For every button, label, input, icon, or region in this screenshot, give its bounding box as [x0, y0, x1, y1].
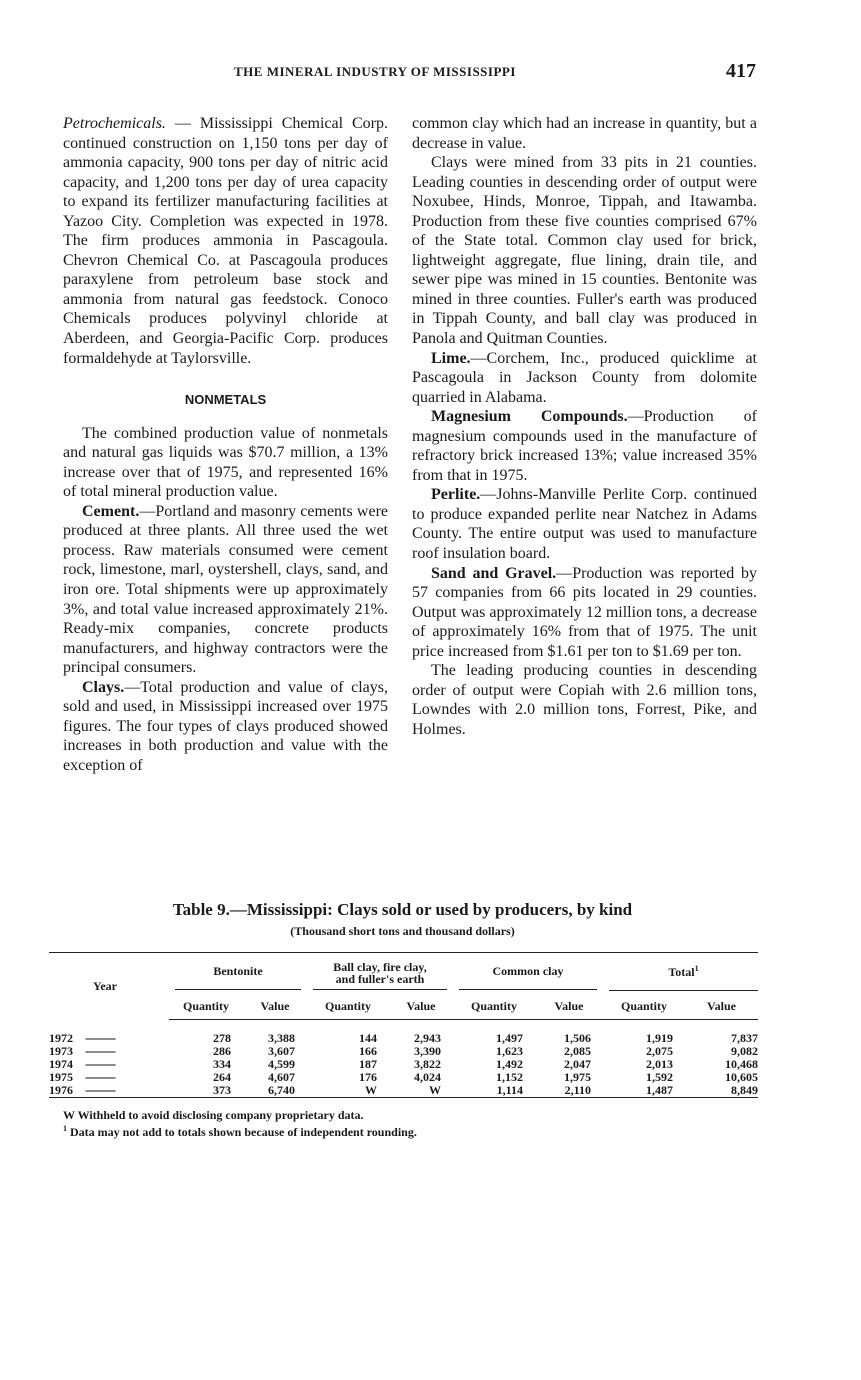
running-title: THE MINERAL INDUSTRY OF MISSISSIPPI [234, 64, 516, 79]
paragraph-sand-gravel [412, 564, 757, 662]
cell-ball-value: 3,822 [414, 1056, 441, 1071]
cell-year [49, 1084, 169, 1098]
text-petrochemicals: — Mississippi Chemical Corp. continued construction on 1,150 tons per day of ammonia capacity, 900 tons per day of nitric acid capacity, and 1,200 tons per day of urea capacity to expand its fertilizer manufacturing facilities at Yazoo City. Completion was expected in 1978. The firm produces ammonia in Pascagoula. Chevron Chemical Co. at Pascagoula produces paraxylene from petroleum base stock and ammonia from natural gas feedstock. Conoco Chemicals produces polyvinyl chloride at Aberdeen, and Georgia-Pacific Corp. produces formaldehyde at Taylorsville. [63, 115, 388, 367]
cell-total-quantity: 1,487 [603, 1084, 685, 1098]
leader-dots: ---------- [85, 1069, 115, 1084]
runin-petrochemicals: Petrochemicals. [63, 115, 166, 132]
paragraph-clays-continued: common clay which had an increase in quantity, but a decrease in value. [412, 115, 757, 152]
leader-dots: ---------- [85, 1082, 115, 1097]
runin-perlite: Perlite. [431, 486, 481, 504]
header-quantity: Quantity [307, 993, 389, 1020]
cell-bentonite-quantity: 334 [213, 1056, 231, 1071]
header-bentonite-label: Bentonite [175, 956, 301, 990]
table-row [49, 1058, 758, 1071]
cell-total-quantity: 2,075 [646, 1043, 673, 1058]
cell-common-quantity: 1,623 [496, 1043, 523, 1058]
cell-total-value: 10,605 [725, 1069, 758, 1084]
cell-ball-value: 3,390 [414, 1043, 441, 1058]
leader-dots: ---------- [85, 1056, 115, 1071]
header-common-label: Common clay [459, 956, 597, 990]
text-magnesium: —Production of magnesium compounds used in the manufacture of refractory brick increased 13%; value increased 35% from that in 1975. [412, 408, 757, 484]
cell-total-quantity: 1,919 [646, 1030, 673, 1045]
year-value: 1974 [49, 1056, 73, 1071]
table-footnotes [63, 1108, 763, 1139]
header-ball-clay-label [313, 957, 447, 990]
paragraph-cement [63, 502, 388, 678]
table-row [49, 1032, 758, 1045]
cell-ball-quantity: 166 [359, 1043, 377, 1058]
cell-total-value: 8,849 [685, 1084, 758, 1098]
footnote-1-text: Data may not add to totals shown because of independent rounding. [67, 1125, 417, 1139]
cell-common-quantity: 1,152 [496, 1069, 523, 1084]
cell-bentonite-value: 4,607 [268, 1069, 295, 1084]
cell-bentonite-quantity: 264 [213, 1069, 231, 1084]
runin-cement: Cement. [82, 502, 140, 520]
table-title: Table 9.—Mississippi: Clays sold or used by producers, by kind [172, 900, 633, 919]
year-value: 1972 [49, 1030, 73, 1045]
cell-common-value: 2,085 [564, 1043, 591, 1058]
cell-ball-value: W [389, 1084, 453, 1098]
cell-bentonite-value: 6,740 [243, 1084, 307, 1098]
header-total-note: 1 [694, 963, 699, 973]
paragraph-nonmetals-intro: The combined production value of nonmetals and natural gas liquids was $70.7 million, a 13% increase over that of 1975, and represented 16% of total mineral production value. [63, 424, 388, 501]
spacer [49, 1020, 758, 1032]
paragraph-sand-gravel-counties: The leading producing counties in descending order of output were Copiah with 2.6 million tons, Lowndes with 2.0 million tons, Forrest, Pike, and Holmes. [412, 662, 757, 738]
text-sand-gravel: —Production was reported by 57 companies from 66 pits located in 29 counties. Output was approximately 12 million tons, a decrease of approximately 16% from that of 1975. The unit price increased from $1.61 per ton to $1.69 per ton. [412, 564, 757, 660]
header-year: Year [49, 953, 169, 1020]
runin-magnesium: Magnesium Compounds. [431, 408, 628, 426]
paragraph-lime [412, 349, 757, 408]
table-subtitle: (Thousand short tons and thousand dollars) [290, 924, 515, 938]
header-value: Value [389, 993, 453, 1020]
year-value: 1976 [49, 1082, 73, 1097]
page-number: 417 [726, 60, 756, 82]
header-ball-clay [307, 953, 453, 994]
cell-ball-value: 2,943 [414, 1030, 441, 1045]
cell-ball-quantity: W [307, 1084, 389, 1098]
paragraph-perlite [412, 485, 757, 563]
paragraph-petrochemicals [63, 114, 388, 368]
table-row [49, 1045, 758, 1058]
footnote-1-mark: 1 [63, 1124, 67, 1133]
cell-common-value: 2,110 [535, 1084, 603, 1098]
header-ball-clay-line2: and fuller's earth [335, 971, 425, 986]
paragraph-clays-counties: Clays were mined from 33 pits in 21 counties. Leading counties in descending order of output were Noxubee, Hinds, Monroe, Tippah, and Itawamba. Production from these five counties comprised 67% of the State total. Common clay used for brick, lightweight aggregate, flue lining, drain tile, and sewer pipe was mined in 15 counties. Bentonite was mined in three counties. Fuller's earth was produced in Tippah County, and ball clay was produced in Panola and Quitman Counties. [412, 154, 757, 348]
running-head [0, 60, 861, 84]
cell-bentonite-value: 3,607 [268, 1043, 295, 1058]
footnote-w: W Withheld to avoid disclosing company proprietary data. [63, 1108, 364, 1122]
cell-common-value: 1,506 [564, 1030, 591, 1045]
table-row [49, 1071, 758, 1084]
right-column [412, 114, 757, 740]
cell-ball-quantity: 176 [359, 1069, 377, 1084]
cell-common-value: 1,975 [564, 1069, 591, 1084]
cell-common-quantity: 1,492 [496, 1056, 523, 1071]
header-value: Value [535, 993, 603, 1020]
header-value: Value [685, 993, 758, 1020]
header-total [603, 953, 758, 994]
cell-total-value: 10,468 [725, 1056, 758, 1071]
cell-ball-quantity: 187 [359, 1056, 377, 1071]
cell-bentonite-quantity: 278 [213, 1030, 231, 1045]
header-value: Value [243, 993, 307, 1020]
cell-bentonite-value: 3,388 [268, 1030, 295, 1045]
header-total-label [609, 956, 758, 991]
header-common [453, 953, 603, 994]
header-total-text: Total [668, 964, 695, 979]
runin-clays: Clays. [82, 678, 125, 696]
cell-bentonite-quantity: 286 [213, 1043, 231, 1058]
cell-bentonite-quantity: 373 [169, 1084, 243, 1098]
paragraph-clays [63, 678, 388, 776]
cell-ball-quantity: 144 [359, 1030, 377, 1045]
cell-ball-value: 4,024 [414, 1069, 441, 1084]
runin-sand-gravel: Sand and Gravel. [431, 564, 557, 582]
cell-common-quantity: 1,114 [453, 1084, 535, 1098]
section-head-nonmetals: NONMETALS [184, 392, 267, 408]
text-perlite: —Johns-Manville Perlite Corp. continued to produce expanded perlite near Natchez in Adams County. The entire output was used to manufacture roof insulation board. [412, 486, 757, 563]
header-quantity: Quantity [603, 993, 685, 1020]
text-cement: —Portland and masonry cements were produced at three plants. All three used the wet process. Raw materials consumed were cement rock, limestone, marl, oystershell, clays, sand, and iron ore. Total shipments were up approximately 3%, and total value increased approximately 21%. Ready-mix companies, concrete products manufacturers, and highway contractors were the principal consumers. [63, 502, 388, 677]
cell-total-quantity: 1,592 [646, 1069, 673, 1084]
footnote-1 [63, 1122, 763, 1139]
runin-lime: Lime. [431, 349, 471, 367]
cell-common-value: 2,047 [564, 1056, 591, 1071]
text-clays: —Total production and value of clays, sold and used, in Mississippi increased over 1975 figures. The four types of clays produced showed increases in both production and value with the exception of [63, 678, 388, 774]
cell-total-quantity: 2,013 [646, 1056, 673, 1071]
header-ball-clay-line1: Ball clay, fire clay, [333, 959, 427, 974]
text-lime: —Corchem, Inc., produced quicklime at Pascagoula in Jackson County from dolomite quarried in Alabama. [412, 349, 757, 406]
cell-total-value: 9,082 [731, 1043, 758, 1058]
header-bentonite [169, 953, 307, 994]
cell-bentonite-value: 4,599 [268, 1056, 295, 1071]
table-row [49, 1084, 758, 1098]
leader-dots: ---------- [85, 1043, 115, 1058]
leader-dots: ---------- [85, 1030, 115, 1045]
left-column [63, 114, 388, 776]
paragraph-magnesium [412, 407, 757, 485]
header-quantity: Quantity [453, 993, 535, 1020]
clays-table [49, 952, 758, 1098]
cell-total-value: 7,837 [731, 1030, 758, 1045]
header-quantity: Quantity [169, 993, 243, 1020]
cell-common-quantity: 1,497 [496, 1030, 523, 1045]
year-value: 1973 [49, 1043, 73, 1058]
year-value: 1975 [49, 1069, 73, 1084]
